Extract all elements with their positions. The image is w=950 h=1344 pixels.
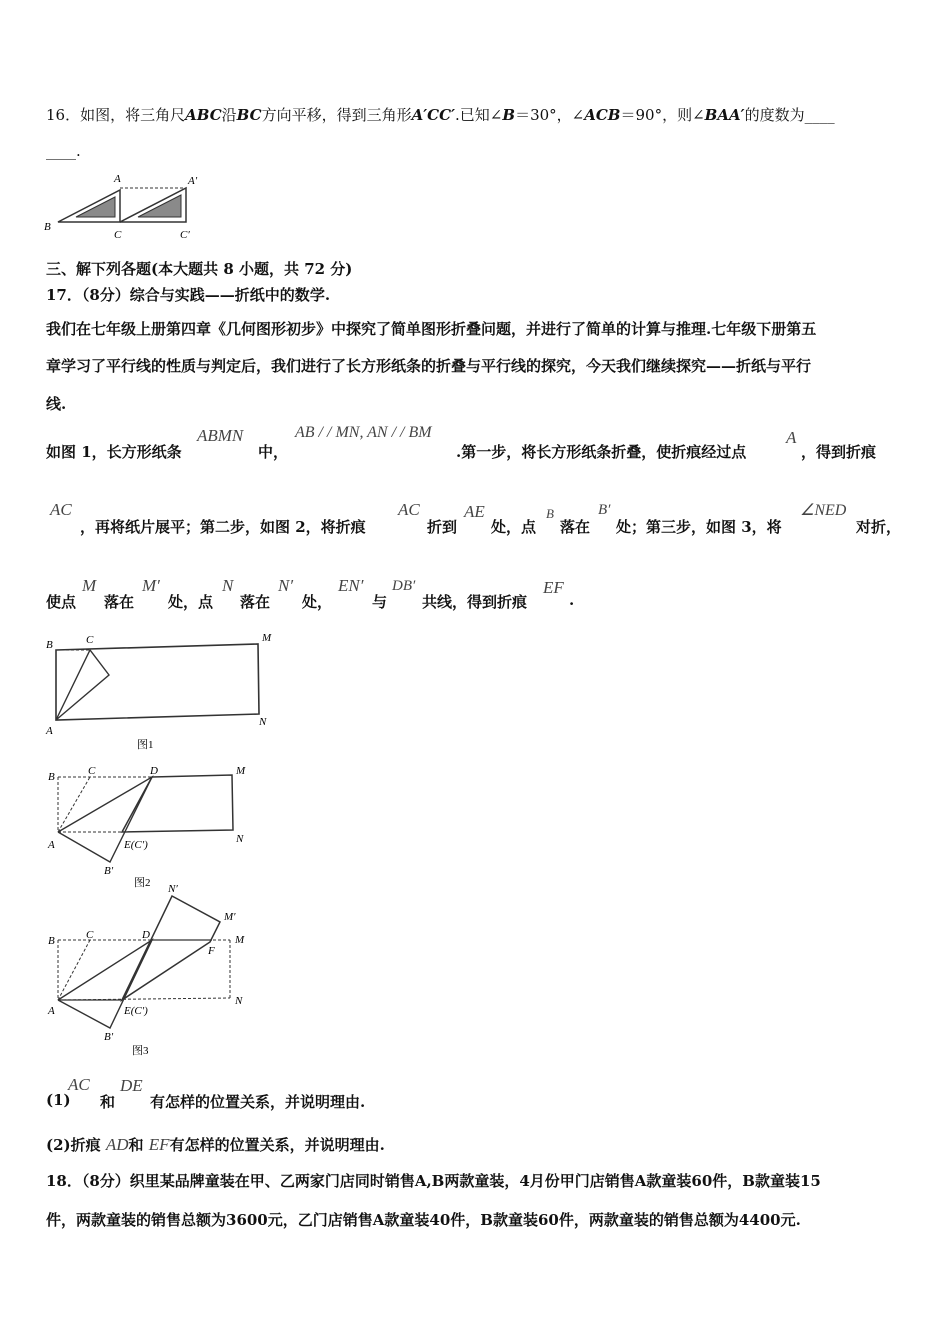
q17-sub2-t2: 和: [128, 1136, 144, 1154]
q17-figure-1: [40, 630, 290, 755]
label-C-prime: C′: [180, 229, 190, 241]
section-3-title: 三、解下列各题(本大题共 8 小题，共 72 分): [46, 260, 353, 278]
q17-l6-t4: 落在: [240, 593, 271, 611]
f3-label-N: N: [235, 995, 243, 1007]
q17-l4-m1: ABMN: [197, 426, 244, 445]
q17-l6-m5: EN′: [338, 576, 364, 595]
q17-sub2-m2: EF: [148, 1135, 170, 1154]
q17-l6-m2: M′: [142, 576, 160, 595]
q16-text: ＝30°，∠: [515, 106, 585, 124]
label-C: C: [114, 229, 122, 241]
q17-l5-t4: 落在: [560, 518, 591, 536]
q17-l6-t6: 与: [372, 593, 388, 611]
q17-l5-m4: B: [546, 506, 554, 521]
q17-l6-m6: DB′: [392, 578, 416, 594]
q16-acb: ACB: [584, 106, 621, 124]
q17-sub2-line: [46, 1134, 385, 1155]
q16-text: ＝90°，则∠: [620, 106, 705, 124]
label-B: B: [44, 221, 51, 233]
q17-l4-m2: AB / / MN, AN / / BM: [295, 424, 432, 441]
q17-title: 17．（8分）综合与实践——折纸中的数学.: [46, 286, 331, 304]
q17-l6-t1: 使点: [46, 593, 77, 611]
folded-triangle: [56, 650, 109, 720]
f1-label-B: B: [46, 639, 53, 651]
f2-label-N: N: [236, 833, 244, 845]
q16-abc: ABC: [185, 106, 222, 124]
q17-figure-2: [40, 762, 270, 892]
crease-ac: [58, 940, 90, 1000]
q17-figure-3: [40, 880, 270, 1060]
q16-text: 的度数为: [744, 106, 805, 124]
rect-abmn: [56, 644, 259, 720]
q16-baa: BAA′: [704, 106, 745, 124]
q17-l6-t5: 处，: [302, 593, 333, 611]
q17-l5-t6: 对折，: [856, 518, 902, 536]
f1-label-M: M: [262, 632, 272, 644]
q17-sub1-label: (1): [46, 1091, 71, 1109]
q16-bc: BC: [236, 106, 262, 124]
q17-l5-t5: 处；第三步，如图 3，将: [616, 518, 782, 536]
q17-l5-t2: 折到: [427, 518, 458, 536]
f3-label-B: B: [48, 935, 55, 947]
q17-sub2-t1: (2)折痕: [46, 1136, 101, 1154]
f2-label-A: A: [48, 839, 55, 851]
q16-number: 16．: [46, 106, 81, 124]
f1-label-C: C: [86, 634, 94, 646]
f3-label-A: A: [48, 1005, 55, 1017]
q17-l4-t4: ，得到折痕: [801, 443, 877, 461]
f2-label-C: C: [88, 765, 96, 777]
q17-sub1-t1: 和: [100, 1093, 116, 1111]
q16-answer-blank: ____: [804, 106, 835, 124]
f2-label-B-prime: B′: [104, 865, 114, 877]
f1-label-A: A: [46, 725, 53, 737]
q16-dot: .: [76, 142, 81, 160]
q17-l6-t2: 落在: [104, 593, 135, 611]
q16-text: .已知∠: [455, 106, 503, 124]
q17-para-line1: 我们在七年级上册第四章《几何图形初步》中探究了简单图形折叠问题，并进行了简单的计算与推理.七年级下册第五: [46, 320, 817, 338]
q17-sub1-t2: 有怎样的位置关系，并说明理由.: [150, 1093, 366, 1111]
q18-line1: 18．（8分）织里某品牌童装在甲、乙两家门店同时销售A,B两款童装，4月份甲门店销售A款童装60件，B款童装15: [46, 1172, 821, 1190]
f3-label-C: C: [86, 929, 94, 941]
f3-label-N-prime: N′: [168, 883, 178, 895]
q17-l5-t3: 处，点: [491, 518, 537, 536]
triangle-a2cc2-inner: [138, 195, 181, 217]
q16-answer-blank-2: ____: [46, 142, 76, 160]
label-A: A: [114, 173, 121, 185]
q17-sub1-m1: AC: [68, 1075, 90, 1094]
f1-label-N: N: [259, 716, 267, 728]
q17-l6-m7: EF: [543, 578, 564, 597]
f2-label-B: B: [48, 771, 55, 783]
q16-text: 如图，将三角尺: [80, 106, 186, 124]
q17-para-line2: 章学习了平行线的性质与判定后，我们进行了长方形纸条的折叠与平行线的探究，今天我们继续探究——折纸与平行: [46, 357, 812, 375]
f3-label-D: D: [142, 929, 150, 941]
q17-l5-t1: ，再将纸片展平；第二步，如图 2，将折痕: [80, 518, 366, 536]
f3-label-E: E(C′): [124, 1005, 148, 1017]
triangle-abc-inner: [76, 197, 115, 217]
f3-label-M: M: [235, 934, 245, 946]
q17-l4-m3: A: [786, 428, 797, 447]
q17-l6-m4: N′: [278, 576, 294, 595]
q17-l5-m6: ∠NED: [800, 502, 847, 519]
q17-l6-t3: 处，点: [168, 593, 214, 611]
q16-acc: A′CC′: [411, 106, 456, 124]
f3-label-B-prime: B′: [104, 1031, 114, 1043]
q17-sub1-m2: DE: [120, 1076, 143, 1095]
q16-text: 沿: [221, 106, 237, 124]
f3-label-M-prime: M′: [224, 911, 236, 923]
q16-text: 方向平移，得到三角形: [261, 106, 412, 124]
q17-l4-t1: 如图 1，长方形纸条: [46, 443, 182, 461]
q17-sub2-m1: AD: [105, 1135, 129, 1154]
crease-ac: [58, 777, 90, 832]
q17-l6-t8: .: [569, 591, 575, 609]
q17-l4-t3: .第一步，将长方形纸条折叠，使折痕经过点: [456, 443, 747, 461]
q17-l6-m1: M: [82, 576, 97, 595]
q17-l5-m1: AC: [50, 500, 72, 519]
q17-l6-t7: 共线，得到折痕: [422, 593, 528, 611]
folded-en2m2f: [122, 896, 220, 1000]
f3-caption: 图3: [132, 1045, 149, 1057]
q16-line: [46, 104, 835, 125]
q16-line2: [46, 142, 81, 160]
f2-label-E: E(C′): [124, 839, 148, 851]
q16-figure: [40, 170, 220, 242]
q17-l4-t2: 中，: [258, 443, 289, 461]
q17-l5-m2: AC: [398, 500, 420, 519]
f2-label-M: M: [236, 765, 246, 777]
f2-label-D: D: [150, 765, 158, 777]
q17-para-line3: 线.: [46, 395, 67, 413]
q17-l5-m5: B′: [598, 502, 611, 518]
q17-l6-m3: N: [222, 576, 234, 595]
f2-caption: 图2: [134, 877, 151, 889]
f3-label-F: F: [208, 945, 215, 957]
q17-l5-m3: AE: [464, 502, 485, 521]
q17-sub2-t3: 有怎样的位置关系，并说明理由.: [169, 1136, 385, 1154]
q16-b: B: [502, 106, 516, 124]
q18-line2: 件，两款童装的销售总额为3600元，乙门店销售A款童装40件，B款童装60件，两款童装的销售总额为4400元.: [46, 1211, 801, 1229]
label-A-prime: A′: [188, 175, 198, 187]
f1-caption: 图1: [137, 739, 154, 751]
